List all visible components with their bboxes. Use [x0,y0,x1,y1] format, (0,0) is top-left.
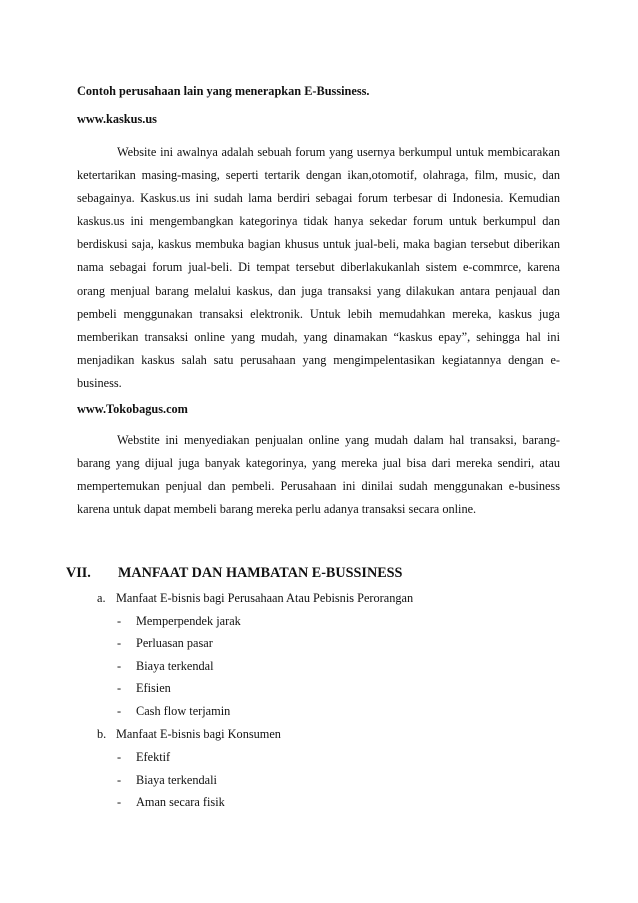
bullet-dash: - [117,773,122,787]
list-item-text: Perluasan pasar [136,636,213,650]
subsection-letter: a. [97,591,106,605]
kaskus-paragraph: Website ini awalnya adalah sebuah forum yang usernya berkumpul untuk membicarakan ketertarikan masing-masing, seperti tertarik dengan ikan,otomotif, olahraga, film, music, dan sebagainya. Kaskus.us ini sudah lama berdiri sebagai forum terbesar di Indonesia. Kemudian kaskus.us ini mengembangkan kategorinya tidak hanya sekedar forum untuk berkumpul dan berdiskusi saja, kaskus membuka bagian khusus untuk jual-beli, maka bagian tersebut diberikan nama sebagai forum jual-beli. Di tempat tersebut diberlakukanlah sistem e-commrce, karena orang menjual barang melalui kaskus, dan juga transaksi yang dilakukan antara penjaual dan pembeli menggunakan transaksi elektronik. Untuk lebih memudahkan mereka, kaskus juga memberikan transaksi online yang mudah, yang dinamakan “kaskus epay”, sehingga hal ini menjadikan kaskus salah satu perusahaan yang mengimpelentasikan kegiatannya dengan e-business. [77,145,560,390]
intro-heading: Contoh perusahaan lain yang menerapkan E-Bussiness. [77,84,370,98]
bullet-dash: - [117,681,122,695]
subsection-title: Manfaat E-bisnis bagi Konsumen [116,727,281,741]
section-title-text: MANFAAT DAN HAMBATAN E-BUSSINESS [118,565,403,581]
bullet-dash: - [117,795,122,809]
subsection-title: Manfaat E-bisnis bagi Perusahaan Atau Pebisnis Perorangan [116,591,414,605]
bullet-dash: - [117,659,122,673]
section-number: VII. [66,565,91,581]
list-item-text: Aman secara fisik [136,795,225,809]
subsection-letter: b. [97,727,107,741]
list-item-text: Efektif [136,750,171,764]
kaskus-heading: www.kaskus.us [77,112,157,126]
bullet-dash: - [117,614,122,628]
list-item-text: Memperpendek jarak [136,614,241,628]
bullet-dash: - [117,704,122,718]
list-item-text: Efisien [136,681,171,695]
list-item-text: Biaya terkendali [136,773,217,787]
tokobagus-paragraph: Webstite ini menyediakan penjualan online yang mudah dalam hal transaksi, barang-barang yang dijual juga banyak kategorinya, yang mereka jual bisa dari mereka sendiri, atau mempertemukan penjual dan pembeli. Perusahaan ini dinilai sudah menggunakan e-business karena untuk dapat membeli barang mereka perlu adanya transaksi secara online. [77,433,560,517]
list-item-text: Biaya terkendal [136,659,214,673]
list-item-text: Cash flow terjamin [136,704,231,718]
bullet-dash: - [117,636,122,650]
tokobagus-heading: www.Tokobagus.com [77,402,188,416]
bullet-dash: - [117,750,122,764]
